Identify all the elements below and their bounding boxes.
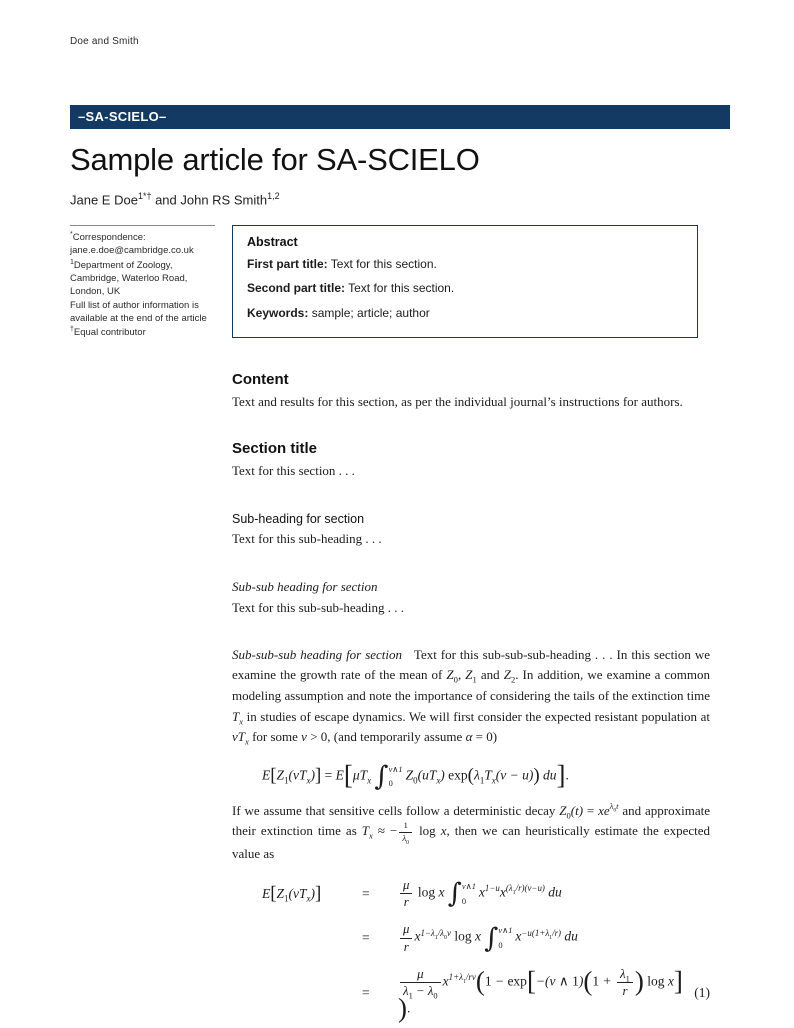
abstract-item-second bbox=[247, 280, 683, 297]
correspondence-label: *Correspondence: bbox=[70, 230, 146, 244]
equation-array bbox=[232, 878, 710, 1023]
abstract-item-text: sample; article; author bbox=[308, 305, 430, 320]
equation-content: $E[Z_1(vT_x)] = E[\mu T_x$ ∫ v∧1 0 $Z_0(uT_x) \exp(\lambda_1T_x(v - u))$ du]. bbox=[262, 759, 569, 792]
author-info-note-1: Full list of author information is bbox=[70, 299, 199, 311]
sidebar-rule bbox=[70, 225, 215, 226]
equation-rhs: $\frac{\mu}{\lambda_1 - \lambda_0}$ $x^{1+\lambda_1/rv}(1 - \exp[-(v$ ∧ 1)(1 + $\frac{\lambda_1}{r}$ ) log x]). bbox=[398, 965, 683, 1023]
subsubsection-heading: Sub-sub heading for section bbox=[232, 579, 378, 595]
section-heading-title: Section title bbox=[232, 440, 318, 458]
subsection-heading: Sub-heading for section bbox=[232, 511, 365, 526]
equation-number: (1) bbox=[694, 985, 710, 1001]
affiliation-line-1: $^1$Department of Zoology, bbox=[70, 258, 173, 271]
abstract-item-first bbox=[247, 256, 683, 273]
equals-sign: = bbox=[362, 985, 370, 1001]
section-heading-content: Content bbox=[232, 370, 289, 388]
section-paragraph: Text for this section . . . bbox=[232, 463, 355, 479]
equal-contributor-note: †Equal contributor bbox=[70, 326, 146, 339]
equals-sign: = bbox=[362, 885, 370, 901]
equation-rhs: $\frac{\mu}{r}$ $x^{1-\lambda_1/\lambda_0v}$ log x ∫ v∧1 0 $x^{-u(1+\lambda_1/r)}$ du bbox=[398, 922, 710, 953]
journal-banner: –SA-SCIELO– bbox=[70, 105, 730, 129]
equation-lhs: $E[Z_1(vT_x)]$ bbox=[262, 883, 322, 905]
content-paragraph: Text and results for this section, as per the individual journal’s instructions for authors. bbox=[232, 393, 683, 409]
equation-display bbox=[232, 759, 710, 792]
author-info-note-2: available at the end of the article bbox=[70, 313, 207, 325]
abstract-box bbox=[232, 225, 698, 338]
abstract-item-label: First part title: bbox=[247, 256, 328, 271]
abstract-item-label: Keywords: bbox=[247, 305, 309, 320]
run-in-heading-paragraph: Sub-sub-sub heading for section Text for this sub-sub-sub-heading . . . In this section we examine the growth rate of the mean of $Z_0$, $Z_1$ and $Z_2$. In addition, we examine a common modeling assumption and note the importance of considering the tails of the extinction time $T_x$ in studies of escape dynamics. We will first consider the expected resistant population at $vT_x$ for some v > 0, (and temporarily assume α = 0) bbox=[232, 646, 711, 747]
affiliation-line-2: Cambridge, Waterloo Road, bbox=[70, 273, 188, 285]
author-line: Jane E Doe$^{1*\dagger}$ and John RS Smith$^{1,2}$ bbox=[70, 190, 280, 207]
abstract-item-text: Text for this section. bbox=[345, 281, 455, 296]
front-matter-columns bbox=[70, 225, 730, 340]
abstract-item-text: Text for this section. bbox=[327, 256, 437, 271]
equation-row bbox=[262, 878, 710, 909]
correspondence-email: jane.e.doe@cambridge.co.uk bbox=[70, 245, 194, 257]
abstract-heading: Abstract bbox=[247, 234, 298, 249]
subsubsection-paragraph: Text for this sub-sub-heading . . . bbox=[232, 600, 405, 616]
running-head: Doe and Smith bbox=[70, 36, 139, 47]
correspondence-note bbox=[70, 225, 215, 340]
equation-row bbox=[262, 922, 710, 953]
article-title: Sample article for SA-SCIELO bbox=[70, 142, 480, 177]
affiliation-line-3: London, UK bbox=[70, 286, 121, 298]
equation-rhs: $\frac{\mu}{r}$ log x ∫ v∧1 0 $x^{1-u}x^{(\lambda_1/r)(v-u)}$ du bbox=[398, 878, 710, 909]
subsection-paragraph: Text for this sub-heading . . . bbox=[232, 530, 382, 546]
derivation-paragraph: If we assume that sensitive cells follow a deterministic decay $Z_0(t) = xe^{\lambda_0t}$ and approximate their extinction time as $T_x$ ≈ − $\frac{1}{\lambda_0}$ log x, then we can heuristically estimate the expected value as bbox=[232, 801, 710, 861]
abstract-item-keywords bbox=[247, 305, 683, 322]
article-body bbox=[232, 370, 711, 1023]
equation-row bbox=[262, 965, 710, 1023]
equals-sign: = bbox=[362, 930, 370, 946]
abstract-item-label: Second part title: bbox=[247, 281, 346, 296]
